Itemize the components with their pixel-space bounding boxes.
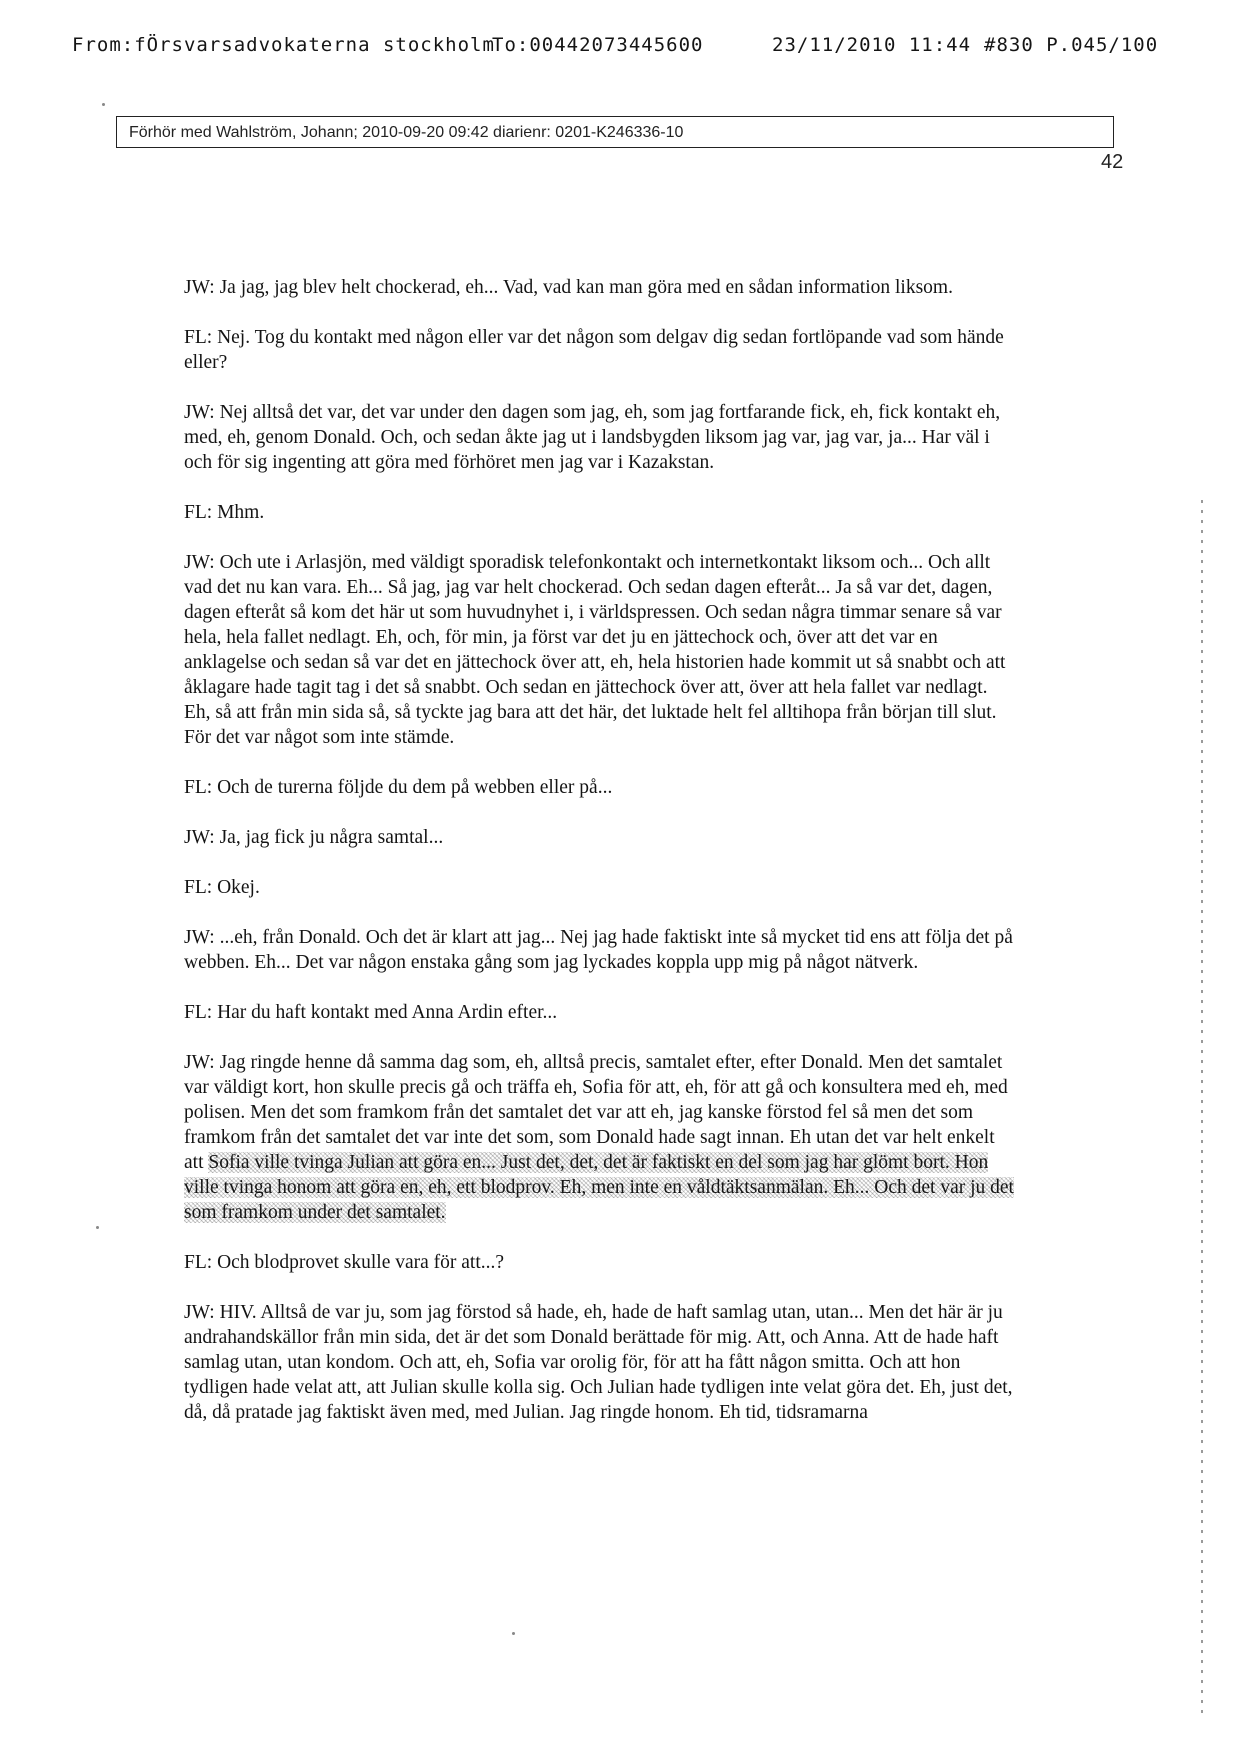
transcript-turn (184, 550, 1014, 750)
speaker: JW : (184, 1052, 220, 1073)
utterance: Nej alltså det var, det var under den dagen som jag, eh, som jag fortfarande fick, eh, fick kontakt eh, med, eh, genom Donald. Och, och sedan åkte jag ut i landsbygden liksom jag var, jag var, ja... Har väl i och för sig ingenting att göra med förhöret men jag var i Kazakstan. (184, 402, 1001, 473)
transcript-turn (184, 1050, 1014, 1225)
transcript-turn (184, 1000, 1014, 1025)
utterance: Nej. Tog du kontakt med någon eller var det någon som delgav dig sedan fortlöpande vad som hände eller? (184, 327, 1004, 373)
utterance: Och ute i Arlasjön, med väldigt sporadisk telefonkontakt och internetkontakt liksom och... Och allt vad det nu kan vara. Eh... Så jag, jag var helt chockerad. Och sedan dagen efteråt... Ja så var det, dagen, dagen efteråt så kom det här ut som huvudnyhet i, i världspressen. Och sedan några timmar senare så var hela, hela fallet nedlagt. Eh, och, för min, ja först var det ju en jättechock och, över att det var en anklagelse och sedan så var det en jättechock över att, eh, hela historien hade kommit ut så snabbt och att åklagare hade tagit tag i det så snabbt. Och sedan en jättechock över att, över att hela fallet var nedlagt. Eh, så att från min sida så, så tyckte jag bara att det här, det luktade helt fel alltihopa från början till slut. För det var något som inte stämde. (184, 552, 1006, 748)
transcript (184, 275, 1014, 1425)
speaker: FL : (184, 777, 217, 798)
transcript-turn (184, 1300, 1014, 1425)
utterance: Jag ringde henne då samma dag som, eh, alltså precis, samtalet efter, efter Donald. Men det samtalet var väldigt kort, hon skulle precis gå och träffa eh, Sofia för att, eh, för att gå och konsultera med eh, med polisen. Men det som framkom från det samtalet det var att eh, jag kanske förstod fel så men det som framkom från det samtalet det var inte det som, som Donald hade sagt innan. Eh utan det var helt enkelt att (184, 1052, 1008, 1173)
scan-speck (96, 1226, 99, 1229)
transcript-turn (184, 775, 1014, 800)
utterance: HIV. Alltså de var ju, som jag förstod så hade, eh, hade de haft samlag utan, utan... Men det här är ju andrahandskällor från min sida, det är det som Donald berättade för mig. Att, och Anna. Att de hade haft samlag utan, utan kondom. Och att, eh, Sofia var orolig för, för att ha fått någon smitta. Och att hon tydligen hade velat att, att Julian skulle kolla sig. Och Julian hade tydligen inte velat göra det. Eh, just det, då, då pratade jag faktiskt även med, med Julian. Jag ringde honom. Eh tid, tidsramarna (184, 1302, 1013, 1423)
page-number: 42 (1101, 151, 1124, 173)
fax-page: #830 P.045/100 (984, 34, 1159, 56)
scan-margin-artifact (1201, 500, 1203, 1720)
speaker: JW : (184, 1302, 220, 1323)
fax-from: From:fÖrsvarsadvokaterna stockholm (72, 34, 495, 56)
scan-speck (512, 1632, 515, 1635)
utterance: Och blodprovet skulle vara för att...? (217, 1252, 505, 1273)
speaker: FL : (184, 502, 217, 523)
utterance: Ja, jag fick ju några samtal... (219, 827, 444, 848)
speaker: JW : (184, 927, 220, 948)
smudged-passage: Sofia ville tvinga Julian att göra en... Just det, det, det är faktiskt en del som jag har glömt bort. Hon ville tvinga honom att göra en, eh, ett blodprov. Eh, men inte en våldtäktsanmälan. Eh... Och det var ju det som framkom under det samtalet. (184, 1152, 1014, 1223)
transcript-turn (184, 875, 1014, 900)
speaker: JW : (184, 277, 220, 298)
utterance: Ja jag, jag blev helt chockerad, eh... Vad, vad kan man göra med en sådan information liksom. (219, 277, 953, 298)
speaker: JW : (184, 827, 220, 848)
transcript-turn (184, 825, 1014, 850)
speaker: FL : (184, 1252, 217, 1273)
speaker: JW : (184, 552, 220, 573)
fax-to: To:00442073445600 (492, 34, 704, 56)
transcript-turn (184, 400, 1014, 475)
speaker: FL : (184, 1002, 217, 1023)
document-header: Förhör med Wahlström, Johann; 2010-09-20 09:42 diarienr: 0201-K246336-10 (116, 116, 1114, 148)
speaker: JW : (184, 402, 220, 423)
speaker: FL : (184, 327, 217, 348)
transcript-turn (184, 500, 1014, 525)
transcript-turn (184, 925, 1014, 975)
transcript-turn (184, 275, 1014, 300)
fax-datetime: 23/11/2010 11:44 (772, 34, 972, 56)
speaker: FL : (184, 877, 217, 898)
utterance: Har du haft kontakt med Anna Ardin efter... (217, 1002, 558, 1023)
transcript-turn (184, 325, 1014, 375)
utterance: ...eh, från Donald. Och det är klart att jag... Nej jag hade faktiskt inte så mycket tid ens att följa det på webben. Eh... Det var någon enstaka gång som jag lyckades koppla upp mig på något nätverk. (184, 927, 1013, 973)
utterance: Okej. (217, 877, 260, 898)
scan-speck (102, 103, 105, 106)
utterance: Mhm. (217, 502, 265, 523)
transcript-turn (184, 1250, 1014, 1275)
utterance: Och de turerna följde du dem på webben eller på... (217, 777, 613, 798)
